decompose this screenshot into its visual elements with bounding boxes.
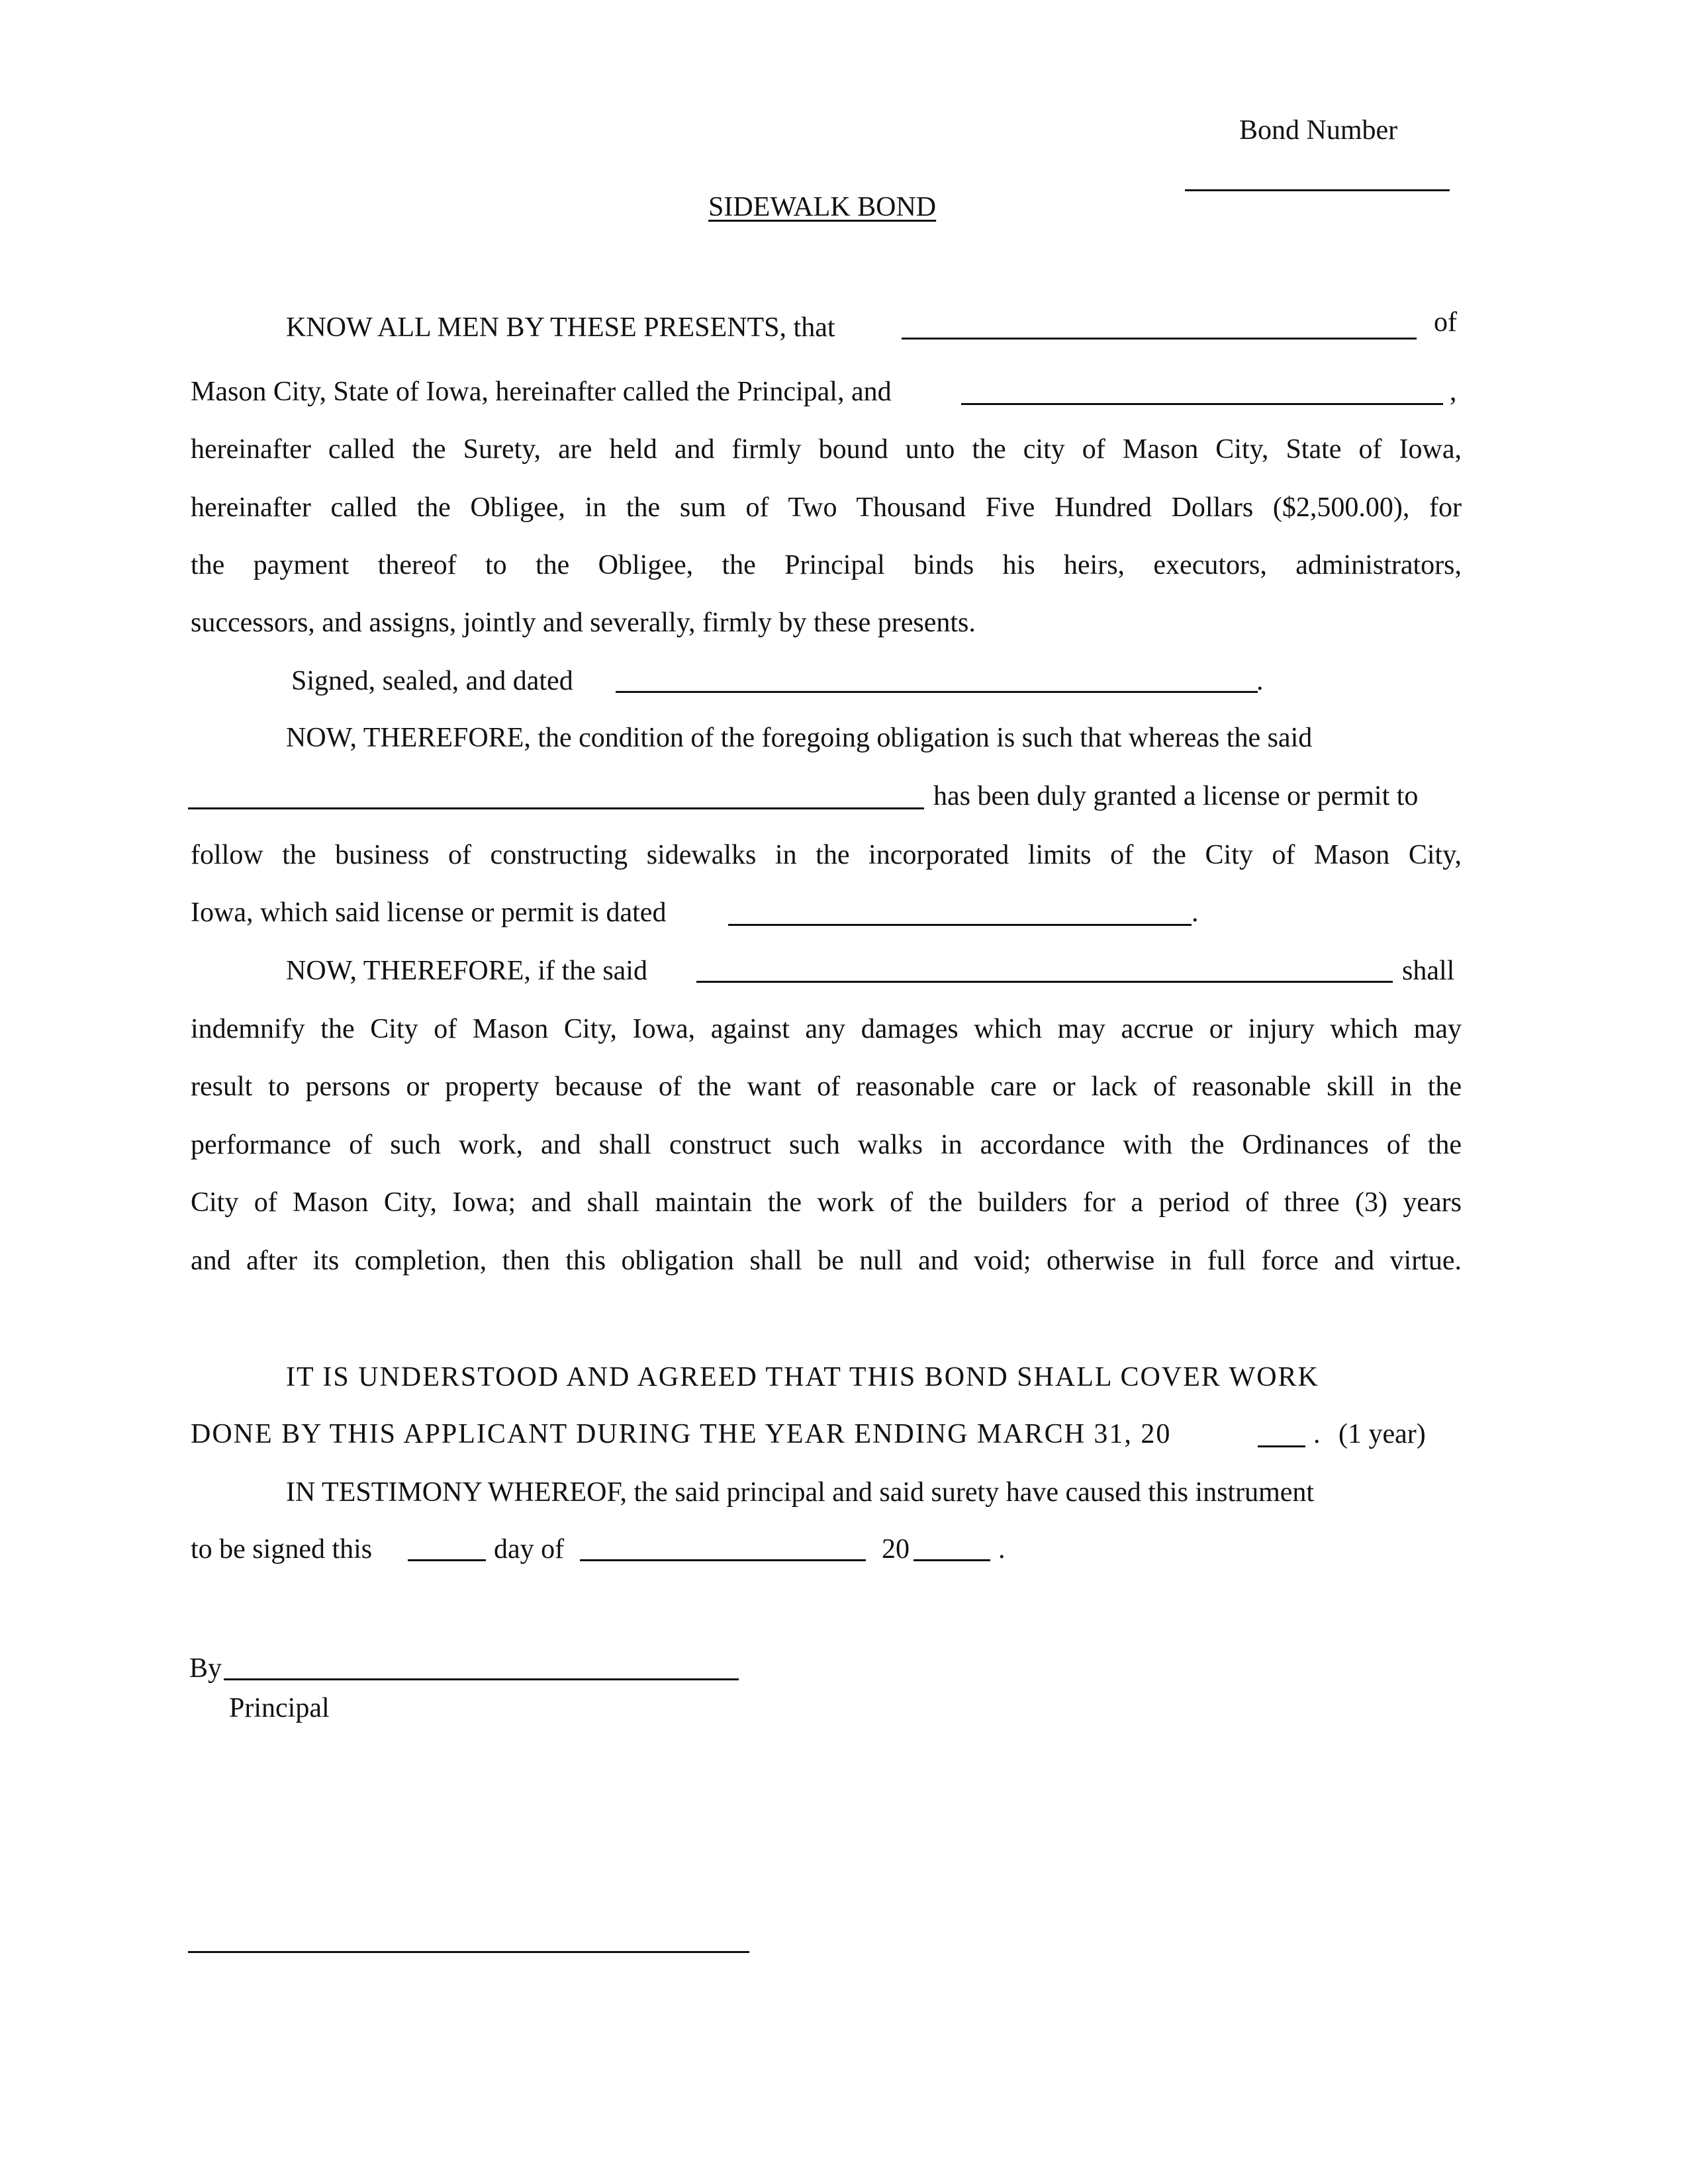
signed-this-text: to be signed this (191, 1534, 373, 1565)
signed-sealed-text: Signed, sealed, and dated (291, 666, 573, 696)
ordinances-text: performance of such work, and shall construct such walks in accordance with the Ordinances of the (191, 1130, 1462, 1160)
of-text: of (1434, 307, 1457, 338)
shall-text: shall (1402, 956, 1455, 986)
reasonable-care-text: result to persons or property because of the want of reasonable care or lack of reasonable skill in the (191, 1071, 1462, 1102)
testimony-period: . (998, 1534, 1006, 1565)
license-dated-text: Iowa, which said license or permit is dated (191, 897, 667, 928)
one-year-note: (1 year) (1338, 1419, 1426, 1449)
bond-number-field[interactable] (1185, 189, 1450, 191)
testimony-text: IN TESTIMONY WHEREOF, the said principal and said surety have caused this instrument (286, 1477, 1315, 1508)
obligee-sum-text: hereinafter called the Obligee, in the sum of Two Thousand Five Hundred Dollars ($2,500.00), for (191, 492, 1462, 523)
indemnify-text: indemnify the City of Mason City, Iowa, against any damages which may accrue or injury which may (191, 1014, 1462, 1044)
principal-name-field[interactable] (902, 338, 1417, 340)
second-signature-line[interactable] (188, 1951, 749, 1953)
surety-text: hereinafter called the Surety, are held and firmly bound unto the city of Mason City, State of Iowa, (191, 434, 1462, 465)
licensee-name-field[interactable] (188, 807, 924, 809)
month-field[interactable] (580, 1559, 866, 1561)
day-field[interactable] (408, 1559, 486, 1561)
signed-year-field[interactable] (914, 1559, 990, 1561)
day-of-text: day of (494, 1534, 565, 1565)
license-granted-text: has been duly granted a license or permit to (933, 781, 1419, 811)
bond-number-label: Bond Number (1239, 115, 1398, 146)
successors-text: successors, and assigns, jointly and severally, firmly by these presents. (191, 608, 976, 638)
understood-agreed-text: IT IS UNDERSTOOD AND AGREED THAT THIS BOND SHALL COVER WORK (286, 1362, 1319, 1392)
constructing-sidewalks-text: follow the business of constructing sidewalks in the incorporated limits of the City of Mason City, (191, 840, 1462, 870)
license-date-field[interactable] (728, 924, 1192, 926)
principal-label: Principal (229, 1693, 330, 1723)
principal-signature-line[interactable] (224, 1678, 739, 1680)
maintain-work-text: City of Mason City, Iowa; and shall maintain the work of the builders for a period of three (3) years (191, 1187, 1462, 1218)
license-dated-period: . (1192, 897, 1199, 928)
year-ending-text: DONE BY THIS APPLICANT DURING THE YEAR ENDING MARCH 31, 20 (191, 1419, 1172, 1449)
said-name-field[interactable] (696, 981, 1393, 983)
comma-text: , (1450, 377, 1457, 407)
know-all-men-text: KNOW ALL MEN BY THESE PRESENTS, that (286, 312, 835, 343)
document-title: SIDEWALK BOND (708, 192, 937, 222)
by-label: By (189, 1653, 222, 1684)
signed-period: . (1256, 666, 1264, 696)
year-prefix-text: 20 (882, 1534, 910, 1565)
payment-text: the payment thereof to the Obligee, the Principal binds his heirs, executors, administrators, (191, 550, 1462, 580)
now-therefore-if-text: NOW, THEREFORE, if the said (286, 956, 647, 986)
year-ending-field[interactable] (1258, 1445, 1305, 1447)
signed-date-field[interactable] (616, 691, 1258, 693)
mason-city-principal-text: Mason City, State of Iowa, hereinafter called the Principal, and (191, 377, 892, 407)
now-therefore-condition-text: NOW, THEREFORE, the condition of the foregoing obligation is such that whereas the said (286, 723, 1313, 753)
surety-name-field[interactable] (961, 403, 1443, 405)
year-ending-period: . (1313, 1419, 1321, 1449)
null-void-text: and after its completion, then this obligation shall be null and void; otherwise in full force and virtue. (191, 1246, 1462, 1276)
